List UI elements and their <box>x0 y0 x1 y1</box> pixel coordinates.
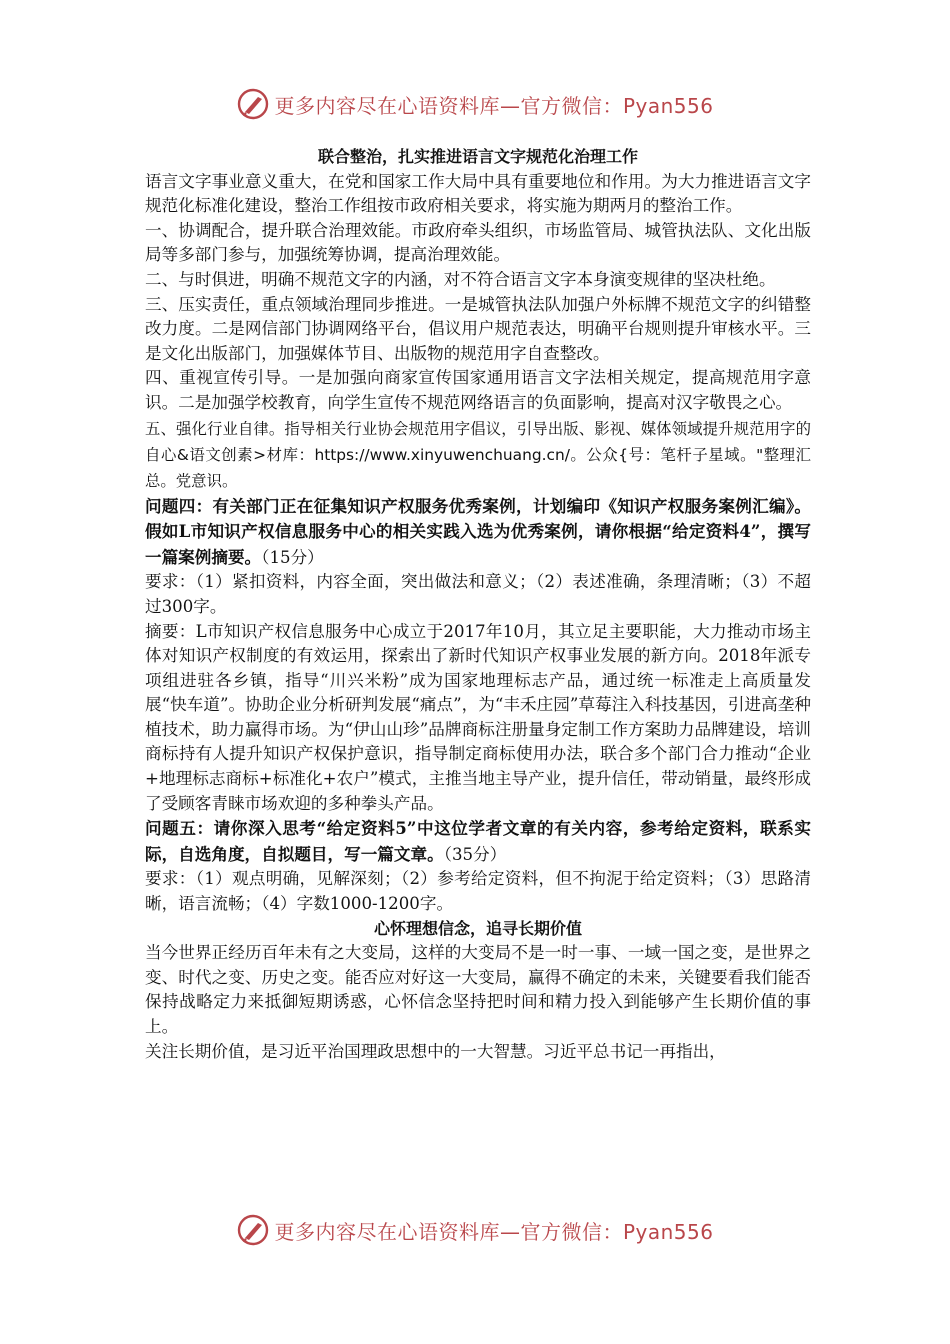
essay-paragraph: 当今世界正经历百年未有之大变局，这样的大变局不是一时一事、一域一国之变，是世界之变、时代之变、历史之变。能否应对好这一大变局，赢得不确定的未来，关键要看我们能否保持战略定力来抵御短期诱惑，心怀信念坚持把时间和精力投入到能够产生长期价值的事上。 <box>145 943 811 1036</box>
question-5-text: 问题五：请你深入思考“给定资料5”中这位学者文章的有关内容，参考给定资料，联系实际，自选角度，自拟题目，写一篇文章。 <box>145 818 811 864</box>
question-5-score: （35分） <box>443 844 507 864</box>
list-item: 五、强化行业自律。指导相关行业协会规范用字倡议，引导出版、影视、媒体领域提升规范用字的自心&语文创素>材库：https://www.xinyuwenchuang.cn/。公众{号：笔杆子星域。"整理汇总。党意识。 <box>145 419 811 490</box>
header-banner <box>0 82 950 126</box>
question-4-text: 问题四：有关部门正在征集知识产权服务优秀案例，计划编印《知识产权服务案例汇编》。假如L市知识产权信息服务中心的相关实践入选为优秀案例，请你根据“给定资料4”，撰写一篇案例摘要。 <box>145 495 811 567</box>
question-4-requirements: 要求：（1）紧扣资料，内容全面，突出做法和意义；（2）表述准确，条理清晰；（3）不超过300字。 <box>145 572 811 616</box>
section-title: 联合整治，扎实推进语言文字规范化治理工作 <box>317 147 638 166</box>
essay-paragraph: 关注长期价值，是习近平治国理政思想中的一大智慧。习近平总书记一再指出， <box>145 1041 726 1061</box>
footer-banner <box>0 1208 950 1252</box>
question-4 <box>145 494 811 571</box>
document-body <box>145 145 811 1064</box>
list-item: 三、压实责任，重点领域治理同步推进。一是城管执法队加强户外标牌不规范文字的纠错整改力度。二是网信部门协调网络平台，倡议用户规范表达，明确平台规则提升审核水平。三是文化出版部门，加强媒体节目、出版物的规范用字自查整改。 <box>145 294 811 363</box>
banner-text: 更多内容尽在心语资料库—官方微信：Pyan556 <box>274 1219 714 1244</box>
banner-text: 更多内容尽在心语资料库—官方微信：Pyan556 <box>274 93 714 118</box>
list-item: 一、协调配合，提升联合治理效能。市政府牵头组织，市场监管局、城管执法队、文化出版局等多部门参与，加强统筹协调，提高治理效能。 <box>145 220 811 265</box>
pen-logo-icon <box>236 1213 270 1247</box>
pen-logo-icon <box>236 87 270 121</box>
essay-title: 心怀理想信念，追寻长期价值 <box>373 918 582 938</box>
question-4-score: （15分） <box>261 547 324 567</box>
list-item: 二、与时俱进，明确不规范文字的内涵，对不符合语言文字本身演变规律的坚决杜绝。 <box>145 269 776 289</box>
list-item: 四、重视宣传引导。一是加强向商家宣传国家通用语言文字法相关规定，提高规范用字意识。二是加强学校教育，向学生宣传不规范网络语言的负面影响，提高对汉字敬畏之心。 <box>145 368 811 412</box>
question-5-requirements: 要求：（1）观点明确，见解深刻；（2）参考给定资料，但不拘泥于给定资料；（3）思路清晰，语言流畅；（4）字数1000-1200字。 <box>145 869 811 914</box>
intro-paragraph: 语言文字事业意义重大，在党和国家工作大局中具有重要地位和作用。为大力推进语言文字规范化标准化建设，整治工作组按市政府相关要求，将实施为期两月的整治工作。 <box>145 171 811 216</box>
summary-paragraph: 摘要：L市知识产权信息服务中心成立于2017年10月，其立足主要职能，大力推动市场主体对知识产权制度的有效运用，探索出了新时代知识产权事业发展的新方向。2018年派专项组进驻各乡镇，指导“川兴米粉”成为国家地理标志产品，通过统一标准走上高质量发展“快车道”。协助企业分析研判发展“痛点”，为“丰禾庄园”草莓注入科技基因，引进高垄种植技术，助力赢得市场。为“伊山山珍”品牌商标注册量身定制工作方案助力品牌建设，培训商标持有人提升知识产权保护意识，指导制定商标使用办法，联合多个部门合力推动“企业+地理标志商标+标准化+农户”模式，主推当地主导产业，提升信任，带动销量，最终形成了受顾客青睐市场欢迎的多种拳头产品。 <box>145 621 811 813</box>
question-5 <box>145 816 811 867</box>
